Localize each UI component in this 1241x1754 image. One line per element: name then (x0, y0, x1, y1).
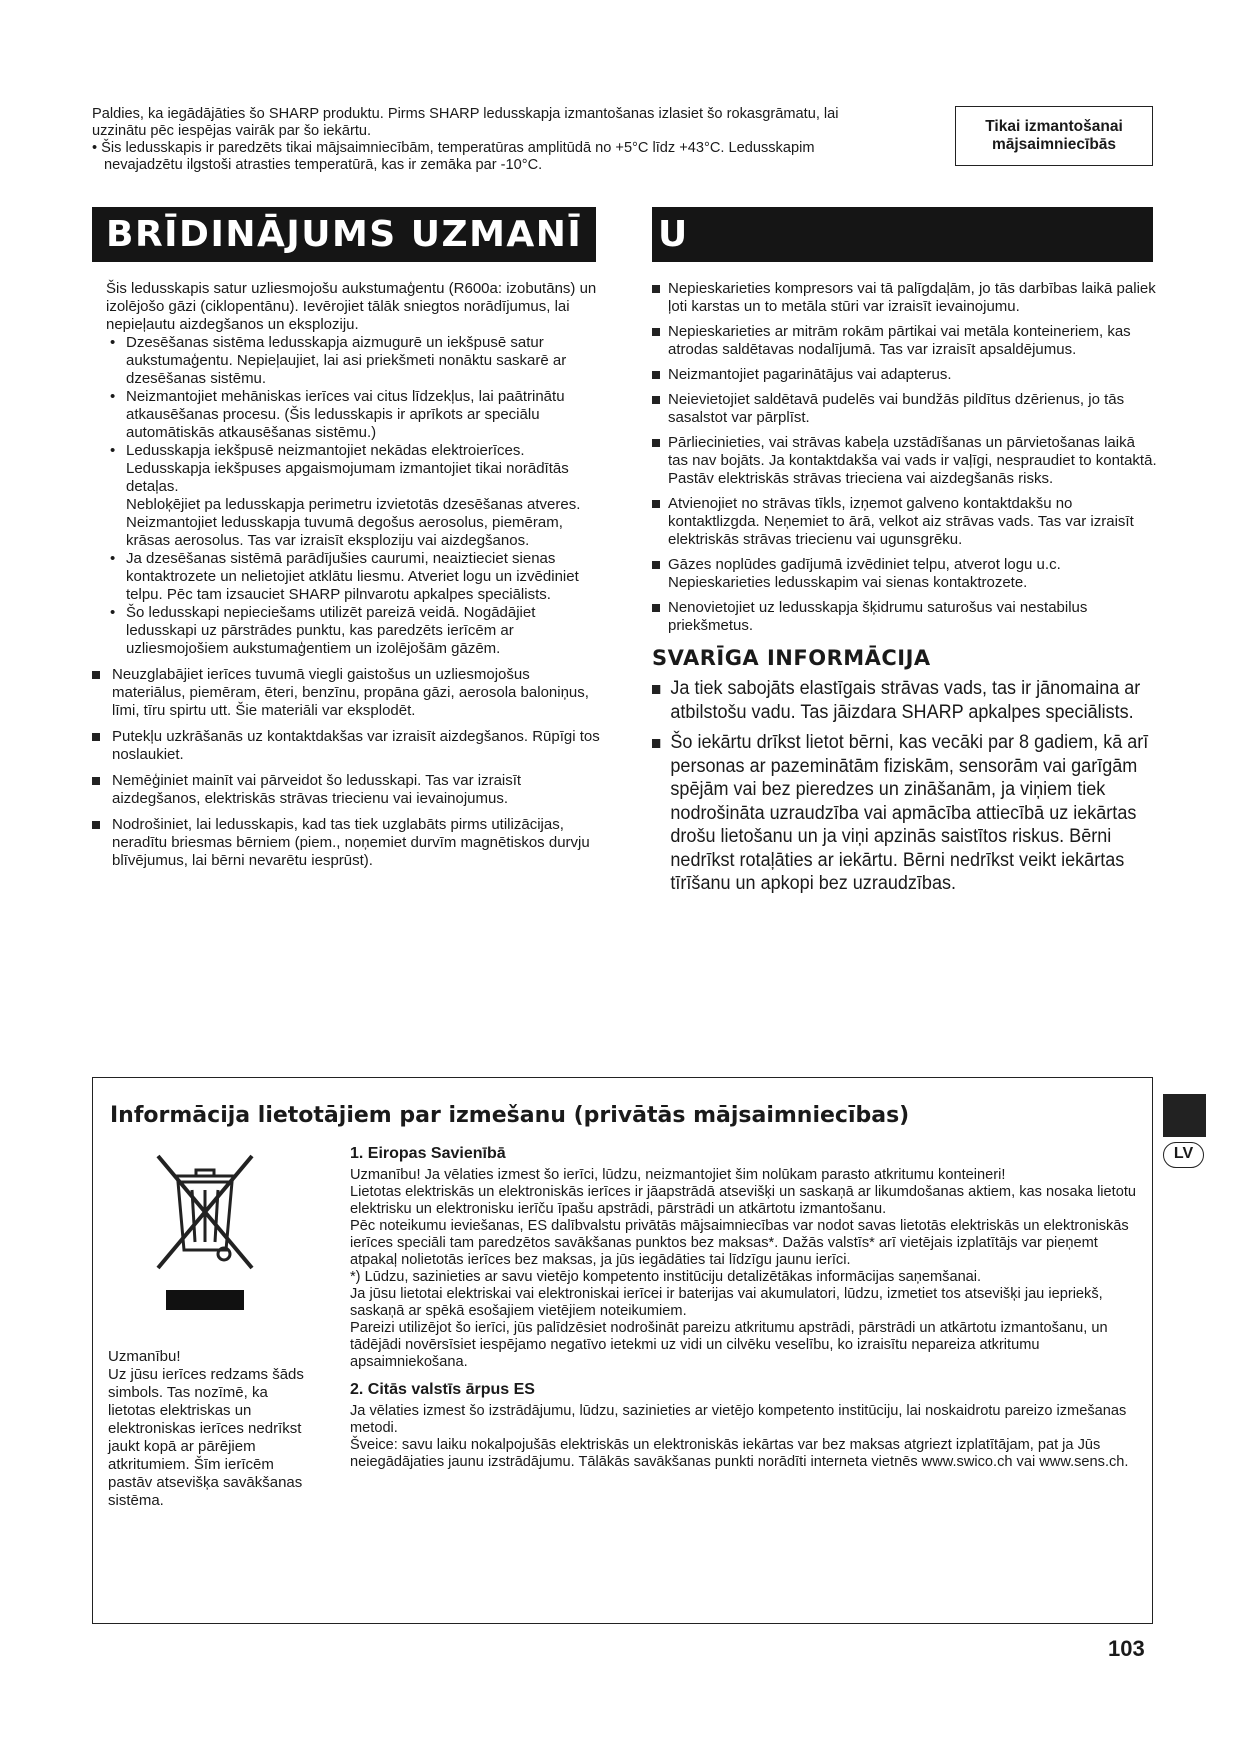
eu-paragraph: *) Lūdzu, sazinieties ar savu vietējo kompetento institūciju detalizētākas informācijas saņemšanai. (350, 1269, 982, 1285)
eu-paragraph: Ja jūsu lietotai elektriskai vai elektroniskai ierīcei ir baterijas vai akumulatori, lūdzu, izmetiet tos atsevišķi jau iepriekš, saskaņā ar spēkā esošajiem vietējiem noteikumiem. (350, 1286, 1103, 1319)
eu-paragraph: Pēc noteikumu ieviešanas, ES dalībvalstu privātās mājsaimniecības var nodot savas lietotās elektriskās un elektroniskās ierīces speciāli tam paredzētos savākšanas punktos bez maksas*. Dažās valstīs* arī vietējais izplatītājs var pieņemt atpakaļ nolietotās ierīces bez maksas, ja jūs iegādāties tai līdzīgu jaunu ierīci. (350, 1218, 1129, 1268)
non-eu-heading: 2. Citās valstīs ārpus ES (350, 1381, 535, 1398)
right-column (652, 280, 1157, 903)
warning-banner-right (652, 207, 1153, 262)
list-item: Neizmantojiet ledusskapja tuvumā degošus aerosolus, piemēram, krāsas aerosolus. Tas var izraisīt eksploziju vai aizdegšanos. (126, 514, 563, 549)
intro-thanks: Paldies, ka iegādājāties šo SHARP produktu. Pirms SHARP ledusskapja izmantošanas izlasiet šo rokasgrāmatu, lai uzzinātu pēc iespējas vairāk par šo iekārtu. (92, 106, 839, 139)
eu-paragraph: Lietotas elektriskās un elektroniskās ierīces ir jāapstrādā atsevišķi un saskaņā ar likumdošanas aktiem, kas nosaka lietotu elektrisku un elektronisku ierīču īpašu apstrādi, pārstrādi un atkārtotu izmantošanu. (350, 1184, 1137, 1217)
left-column (106, 280, 604, 870)
important-info-list (652, 677, 1149, 896)
list-item: Ja tiek sabojāts elastīgais strāvas vads, tas ir jānomaina ar atbilstošu vadu. Tas jāizdara SHARP apkalpes speciālists. (652, 677, 1149, 724)
list-item: Neizmantojiet pagarinātājus vai adapterus. (652, 366, 1157, 384)
list-item: • Dzesēšanas sistēma ledusskapja aizmugurē un iekšpusē satur aukstumaģentu. Nepieļaujiet, lai asi priekšmeti nonāktu saskarē ar dzesēšanas sistēmu. (110, 334, 567, 387)
intro-text (92, 106, 892, 174)
list-item: Nepieskarieties kompresors vai tā palīgdaļām, jo tās darbības laikā paliek ļoti karstas un to metāla stūri var izraisīt ievainojumu. (652, 280, 1157, 316)
symbol-note-body: Uz jūsu ierīces redzams šāds simbols. Tas nozīmē, ka lietotas elektriskas un elektroniskas ierīces nedrīkst jaukt kopā ar pārējiem atkritumiem. Šīm ierīcēm pastāv atsevišķa savākšanas sistēma. (108, 1366, 304, 1509)
list-item: Nemēģiniet mainīt vai pārveidot šo ledusskapi. Tas var izraisīt aizdegšanos, elektriskās strāvas triecienu vai ievainojumus. (92, 772, 604, 808)
list-item: Nebloķējiet pa ledusskapja perimetru izvietotās dzesēšanas atveres. (126, 496, 581, 513)
list-item: • Šo ledusskapi nepieciešams utilizēt pareizā veidā. Nogādājiet ledusskapi uz pārstrādes punktu, kas paredzēts ierīcēm ar uzliesmojošiem aukstumaģentiem un izolējošām gāzēm. (110, 604, 536, 657)
language-badge: LV (1163, 1142, 1204, 1168)
list-item: Gāzes noplūdes gadījumā izvēdiniet telpu, atverot logu u.c. Nepieskarieties ledusskapim vai sienas kontaktrozete. (652, 556, 1157, 592)
page-number: 103 (1108, 1636, 1145, 1661)
banner-gap (596, 207, 652, 262)
non-eu-paragraph: Ja vēlaties izmest šo izstrādājumu, lūdzu, sazinieties ar vietējo kompetento institūciju, lai noskaidrotu pareizo izmešanas metodi. (350, 1403, 1127, 1436)
warning-banner-title: BRĪDINĀJUMS UZMANĪ (106, 214, 583, 255)
list-item: Šo iekārtu drīkst lietot bērni, kas vecāki par 8 gadiem, kā arī personas ar pazeminātām fiziskām, sensorām vai garīgām spējām vai bez pieredzes un zināšanām, ja viņiem tiek nodrošināta uzraudzība vai apmācība attiecībā uz iekārtas drošu lietošanu un ja viņi apzinās saistītos riskus. Bērni nedrīkst rotaļāties ar iekārtu. Bērni nedrīkst veikt iekārtas tīrīšanu un apkopi bez uzraudzības. (652, 731, 1149, 896)
refrigerant-intro: Šis ledusskapis satur uzliesmojošu aukstumaģentu (R600a: izobutāns) un izolējošo gāzi (ciklopentānu). Ievērojiet tālāk sniegtos norādījumus, lai nepieļautu aizdegšanos un eksploziju. (106, 280, 597, 333)
list-item: • Ledusskapja iekšpusē neizmantojiet nekādas elektroierīces. Ledusskapja iekšpuses apgaismojumam izmantojiet tikai norādītās detaļas. (110, 442, 569, 495)
disposal-title: Informācija lietotājiem par izmešanu (privātās mājsaimniecības) (110, 1103, 910, 1128)
non-eu-paragraph: Šveice: savu laiku nokalpojušās elektriskās un elektroniskās iekārtas var bez maksas atgriezt izplatītājam, pat ja Jūs neiegādājaties jaunu izstrādājumu. Tālākās savākšanas punkti norādīti interneta vietnēs www.swico.ch vai www.sens.ch. (350, 1437, 1129, 1470)
list-item: Pārliecinieties, vai strāvas kabeļa uzstādīšanas un pārvietošanas laikā tas nav bojāts. Ja kontaktdakša vai vads ir vaļīgi, nespraudiet to kontaktā. Pastāv elektriskās strāvas trieciena vai aizdegšanās risks. (652, 434, 1157, 488)
eu-paragraph: Pareizi utilizējot šo ierīci, jūs palīdzēsiet nodrošināt pareizu atkritumu apstrādi, pārstrādi un atkārtotu izmantošanu, un tādējādi novērsīsiet iespējamo negatīvo ietekmi uz vidi un cilvēku veselību, ko izraisītu nepareiza atkritumu apsaimniekošana. (350, 1320, 1108, 1370)
symbol-note (108, 1348, 318, 1510)
list-item: Nodrošiniet, lai ledusskapis, kad tas tiek uzglabāts pirms utilizācijas, neradītu briesmas bērniem (piem., noņemiet durvīm magnētiskos durvju blīvējumus, lai bērni nevarētu iesprūst). (92, 816, 604, 870)
list-item: Neuzglabājiet ierīces tuvumā viegli gaistošus un uzliesmojošus materiālus, piemēram, ēteri, benzīnu, propāna gāzi, aerosola baloniņus, līmi, tīru spirtu utt. Šie materiāli var eksplodēt. (92, 666, 604, 720)
list-item: Nepieskarieties ar mitrām rokām pārtikai vai metāla konteineriem, kas atrodas saldētavas nodalījumā. Tas var izraisīt apsaldējumus. (652, 323, 1157, 359)
list-item: • Ja dzesēšanas sistēmā parādījušies caurumi, neaiztieciet sienas kontaktrozete un nelietojiet atklātu liesmu. Atveriet logu un izvēdiniet telpu. Pēc tam izsauciet SHARP pilnvarotu apkalpes speciālists. (110, 550, 579, 603)
list-item: • Neizmantojiet mehāniskas ierīces vai citus līdzekļus, lai paātrinātu atkausēšanas procesu. (Šis ledusskapis ir aprīkots ar speciālu automātiskās atkausēšanas sistēmu.) (110, 388, 565, 441)
warning-banner-fragment: U (658, 214, 688, 255)
intro-usage-bullet: • Šis ledusskapis ir paredzēts tikai mājsaimniecībām, temperatūras amplitūdā no +5°C līdz +43°C. Ledusskapim nevajadzētu ilgstoši atrasties temperatūrā, kas ir zemāka par -10°C. (92, 140, 815, 173)
language-tab-marker (1163, 1094, 1206, 1137)
disposal-text (350, 1145, 1140, 1471)
symbol-note-heading: Uzmanību! (108, 1348, 181, 1365)
list-item: Putekļu uzkrāšanās uz kontaktdakšas var izraisīt aizdegšanos. Rūpīgi tos noslaukiet. (92, 728, 604, 764)
important-info-heading: SVARĪGA INFORMĀCIJA (652, 646, 931, 670)
crossed-bin-icon (140, 1142, 270, 1322)
list-item: Atvienojiet no strāvas tīkls, izņemot galveno kontaktdakšu no kontaktlizgda. Neņemiet to ārā, velkot aiz strāvas vads. Tas var izraisīt elektriskās strāvas triecienu vai ugunsgrēku. (652, 495, 1157, 549)
eu-paragraph: Uzmanību! Ja vēlaties izmest šo ierīci, lūdzu, neizmantojiet šim nolūkam parasto atkritumu konteineri! (350, 1167, 1006, 1183)
list-item: Nenovietojiet uz ledusskapja šķidrumu saturošus vai nestabilus priekšmetus. (652, 599, 1157, 635)
list-item: Neievietojiet saldētavā pudelēs vai bundžās pildītus dzērienus, jo tās sasalstot var pārplīst. (652, 391, 1157, 427)
eu-heading: 1. Eiropas Savienībā (350, 1145, 506, 1162)
domestic-use-box: Tikai izmantošanai mājsaimniecībās (955, 106, 1153, 166)
